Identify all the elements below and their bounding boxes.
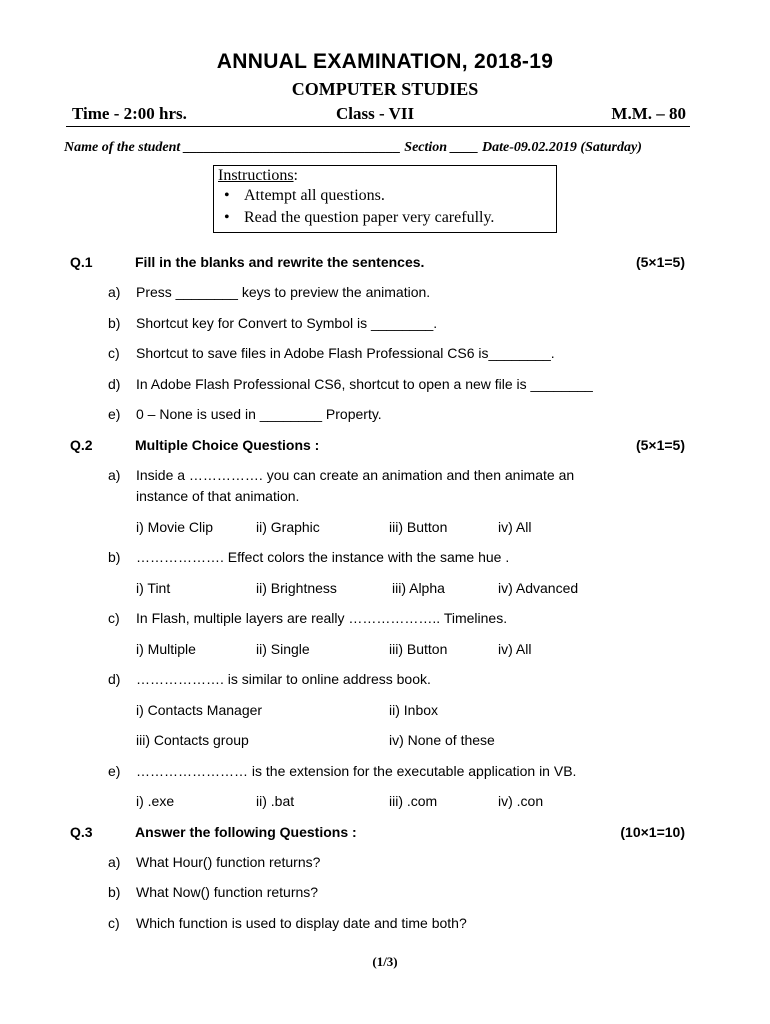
item-text: Shortcut key for Convert to Symbol is ________. <box>136 315 438 331</box>
option-iv: iv) Advanced <box>498 580 579 596</box>
item-label: a) <box>108 467 121 483</box>
question-marks: (5×1=5) <box>635 437 685 453</box>
item-text-continued: instance of that animation. <box>136 488 300 504</box>
item-text: 0 – None is used in ________ Property. <box>136 406 382 422</box>
instruction-item: • Read the question paper very carefully. <box>244 207 556 229</box>
time-label: Time - 2:00 hrs. <box>72 104 187 123</box>
option-i: i) .exe <box>136 793 175 809</box>
item-label: b) <box>108 315 121 331</box>
question-number: Q.3 <box>70 824 93 840</box>
option-iv: iv) .con <box>498 793 544 809</box>
question-marks: (5×1=5) <box>635 254 685 270</box>
item-text: In Flash, multiple layers are really ……………….. Timelines. <box>136 610 508 626</box>
item-text: In Adobe Flash Professional CS6, shortcut to open a new file is ________ <box>136 376 593 392</box>
option-iv: iv) All <box>498 519 532 535</box>
item-label: b) <box>108 549 121 565</box>
question-marks: (10×1=10) <box>620 824 685 840</box>
max-marks-label: M.M. – 80 <box>611 104 686 123</box>
item-label: b) <box>108 884 121 900</box>
item-text: Press ________ keys to preview the animation. <box>136 284 431 300</box>
item-text: …………………… is the extension for the executable application in VB. <box>136 763 577 779</box>
item-label: d) <box>108 376 121 392</box>
item-label: e) <box>108 406 121 422</box>
item-text: Which function is used to display date and time both? <box>136 915 467 931</box>
item-label: a) <box>108 854 121 870</box>
instructions-list <box>218 185 556 229</box>
option-iii: iii) Button <box>389 519 448 535</box>
option-iii: iii) Button <box>389 641 448 657</box>
item-text: What Now() function returns? <box>136 884 319 900</box>
item-text: ………………. Effect colors the instance with the same hue . <box>136 549 510 565</box>
option-iv: iv) None of these <box>389 732 495 748</box>
subject-heading: COMPUTER STUDIES <box>291 79 479 99</box>
item-label: a) <box>108 284 121 300</box>
item-text: What Hour() function returns? <box>136 854 321 870</box>
option-iii: iii) Alpha <box>392 580 445 596</box>
instruction-item: • Attempt all questions. <box>244 185 556 207</box>
item-text: Inside a ……………. you can create an animation and then animate an <box>136 467 575 483</box>
item-label: c) <box>108 345 120 361</box>
item-text: Shortcut to save files in Adobe Flash Professional CS6 is________. <box>136 345 555 361</box>
class-label: Class - VII <box>336 104 415 123</box>
option-iii: iii) Contacts group <box>136 732 249 748</box>
option-i: i) Contacts Manager <box>136 702 263 718</box>
option-i: i) Movie Clip <box>136 519 214 535</box>
option-ii: ii) Brightness <box>256 580 337 596</box>
option-ii: ii) Single <box>256 641 310 657</box>
exam-title: ANNUAL EXAMINATION, 2018-19 <box>216 50 554 73</box>
question-heading: Multiple Choice Questions : <box>135 437 320 453</box>
option-ii: ii) Inbox <box>389 702 439 718</box>
option-iii: iii) .com <box>389 793 438 809</box>
page-number: (1/3) <box>372 954 398 969</box>
student-info-line: Name of the student _______________________________ Section ____ Date-09.02.2019 (Saturday) <box>64 140 642 155</box>
instructions-box <box>213 165 557 233</box>
question-number: Q.1 <box>70 254 93 270</box>
question-number: Q.2 <box>70 437 93 453</box>
question-heading: Answer the following Questions : <box>135 824 357 840</box>
item-label: d) <box>108 671 121 687</box>
exam-meta-row <box>66 104 690 127</box>
item-label: c) <box>108 915 120 931</box>
option-iv: iv) All <box>498 641 532 657</box>
question-heading: Fill in the blanks and rewrite the sentences. <box>135 254 425 270</box>
option-i: i) Multiple <box>136 641 196 657</box>
instructions-heading: Instructions: <box>218 167 298 184</box>
option-ii: ii) Graphic <box>256 519 320 535</box>
item-label: e) <box>108 763 121 779</box>
item-label: c) <box>108 610 120 626</box>
option-ii: ii) .bat <box>256 793 295 809</box>
item-text: ………………. is similar to online address book. <box>136 671 431 687</box>
option-i: i) Tint <box>136 580 171 596</box>
